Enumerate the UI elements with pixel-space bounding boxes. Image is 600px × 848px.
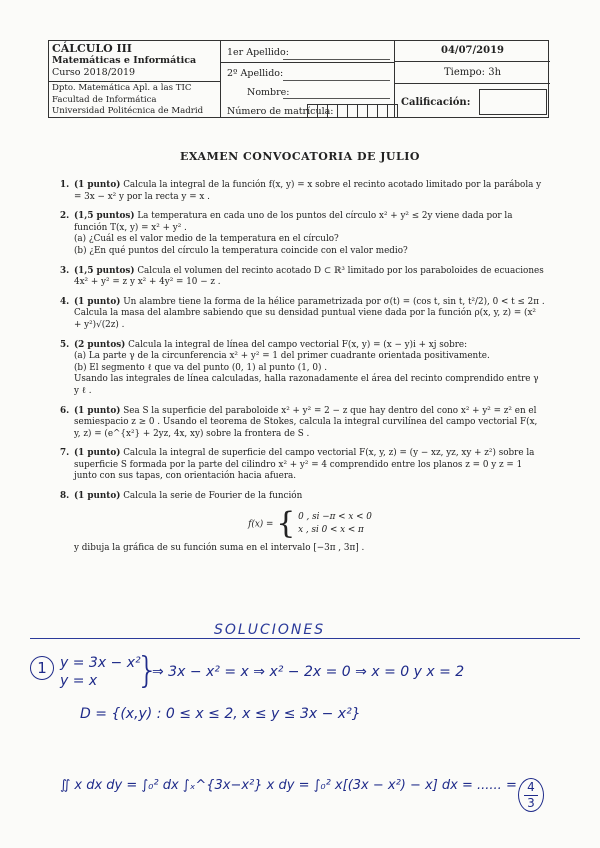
system-brace: } xyxy=(136,650,159,691)
solutions-divider xyxy=(30,638,580,639)
calificacion-box[interactable] xyxy=(479,89,547,115)
question-list xyxy=(38,180,546,562)
solution-integral: ∬ x dx dy = ∫₀² dx ∫ₓ^{3x−x²} x dy = ∫₀² x[(3x − x²) − x] dx = ...... = xyxy=(60,778,517,793)
department: Dpto. Matemática Apl. a las TIC xyxy=(52,83,192,93)
student-fields xyxy=(221,41,395,117)
nombre-field[interactable] xyxy=(283,97,390,99)
calificacion-label: Calificación: xyxy=(401,97,471,108)
solution-number: 1 xyxy=(30,656,54,680)
degree: Matemáticas e Informática xyxy=(52,55,197,66)
question-2: 2. (1,5 puntos) La temperatura en cada uno de los puntos del círculo x² + y² ≤ 2y viene dada por la función T(x, y) = x² + y² . (a) ¿Cuál es el valor medio de la temperatura en el círculo? (b) ¿En qué puntos del círculo la temperatura coincide con el valor medio? xyxy=(60,211,513,256)
exam-meta xyxy=(395,41,550,117)
question-5: 5. (2 puntos) Calcula la integral de línea del campo vectorial F(x, y) = (x − y)i + xj sobre: (a) La parte γ de la circunferencia x² + y² = 1 del primer cuadrante orientada positivamente. (b) El segmento ℓ que va del punto (0, 1) al punto (1, 0) . Usando las integrales de línea calculadas, halla razonadamente el área del recinto comprendido entre γ y ℓ . xyxy=(60,339,539,396)
course-title: CÁLCULO III xyxy=(52,42,132,55)
question-6: 6. (1 punto) Sea S la superficie del paraboloide x² + y² = 2 − z que hay dentro del cono x² + y² = z² en el semiespacio z ≥ 0 . Usando el teorema de Stokes, calcula la integral curvilínea del campo vectorial F(x, y, z) = (e^{x²} + 2yz, 4x, xy) sobre la frontera de S . xyxy=(60,405,538,439)
solution-domain: D = {(x,y) : 0 ≤ x ≤ 2, x ≤ y ≤ 3x − x²} xyxy=(80,706,361,722)
question-1: 1. (1 punto) Calcula la integral de la función f(x, y) = x sobre el recinto acotado limitado por la parábola y = 3x − x² y por la recta y = x . xyxy=(60,180,542,202)
faculty: Facultad de Informática xyxy=(52,94,157,105)
apellido2-field[interactable] xyxy=(283,79,390,81)
matricula-label: Número de matrícula: xyxy=(227,106,334,117)
academic-year: Curso 2018/2019 xyxy=(52,67,136,78)
question-4: 4. (1 punto) Un alambre tiene la forma de la hélice parametrizada por σ(t) = (cos t, sin t, t²/2), 0 < t ≤ 2π . Calcula la masa del alambre sabiendo que su densidad puntual viene dada por la función ρ(x, y, z) = (x² + y²)√(2z) . xyxy=(60,296,545,330)
matricula-boxes[interactable] xyxy=(307,104,398,118)
apellido2-label: 2º Apellido: xyxy=(227,68,284,79)
nombre-label: Nombre: xyxy=(247,87,290,98)
question-3: 3. (1,5 puntos) Calcula el volumen del recinto acotado D ⊂ ℝ³ limitado por los paraboloides de ecuaciones 4x² + y² = z y x² + 4y² = 10 − z . xyxy=(60,265,544,288)
solution-system: y = 3x − x² y = x xyxy=(60,655,141,689)
exam-date: 04/07/2019 xyxy=(441,45,504,56)
question-8: 8. (1 punto) Calcula la serie de Fourier de la función f(x) = { 0 , si −π < x < 0 x , si 0 < x < π y dibuja la gráfica de su función suma en el intervalo [−3π , 3π] . xyxy=(38,491,546,554)
exam-title: EXAMEN CONVOCATORIA DE JULIO xyxy=(180,150,420,163)
apellido1-label: 1er Apellido: xyxy=(227,47,289,58)
solutions-heading: SOLUCIONES xyxy=(200,622,339,638)
course-info xyxy=(49,41,221,117)
question-7: 7. (1 punto) Calcula la integral de superficie del campo vectorial F(x, y, z) = (y − xz, yz, xy + z²) sobre la superficie S formada por la parte del cilindro x² + y² = 4 comprendido entre los planos z = 0 y z = 1 junto con sus tapas, con orientación hacia afuera. xyxy=(60,448,535,482)
exam-header xyxy=(48,40,549,118)
solution-step1: ⇒ 3x − x² = x ⇒ x² − 2x = 0 ⇒ x = 0 y x = 2 xyxy=(152,664,465,680)
university: Universidad Politécnica de Madrid xyxy=(52,106,204,116)
solution-answer: 4 3 xyxy=(518,778,544,812)
exam-time: Tiempo: 3h xyxy=(443,67,502,78)
apellido1-field[interactable] xyxy=(283,58,390,60)
piecewise-function: f(x) = { 0 , si −π < x < 0 x , si 0 < x < π xyxy=(248,505,372,541)
